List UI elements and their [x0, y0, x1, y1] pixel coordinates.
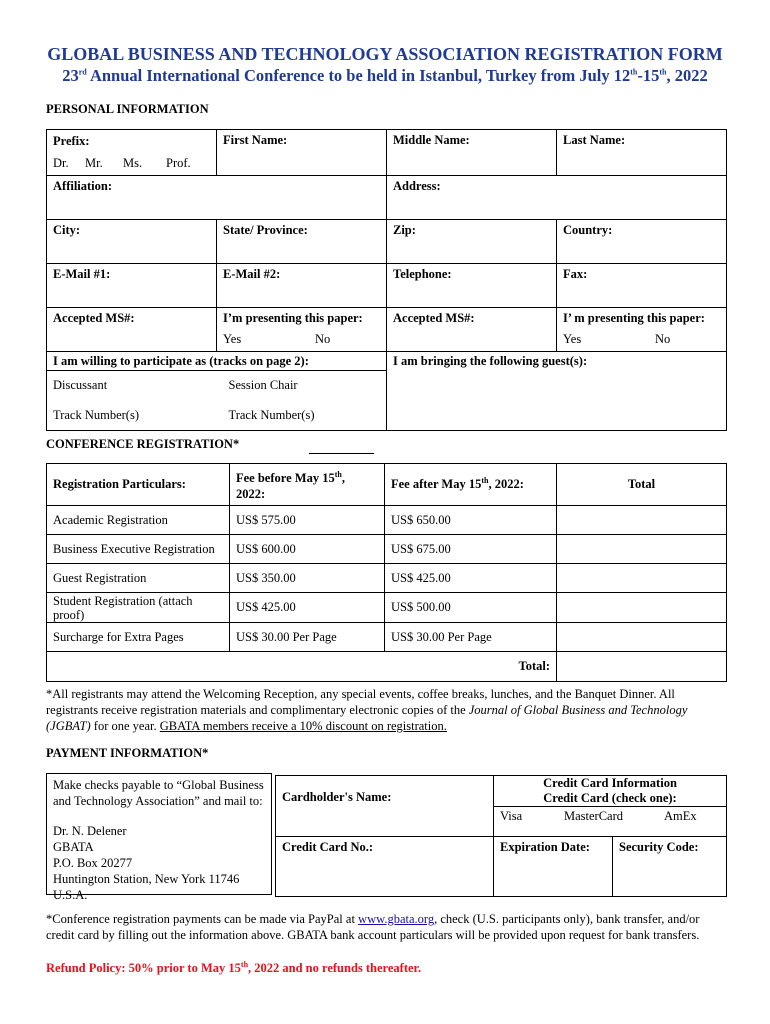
mail-check-box	[46, 773, 272, 902]
presenting-yes-1[interactable]: Yes	[223, 332, 242, 347]
telephone-label: Telephone:	[387, 264, 557, 285]
presenting-no-1[interactable]: No	[315, 332, 331, 347]
guests-label: I am bringing the following guest(s):	[387, 352, 727, 371]
prefix-label: Prefix:	[47, 130, 217, 153]
first-name-field[interactable]: First Name:	[217, 130, 387, 176]
discussant-option[interactable]: Discussant	[47, 371, 217, 401]
registration-table	[46, 463, 727, 682]
registration-note: *All registrants may attend the Welcoming Reception, any special events, coffee breaks, lunches, and the Banquet Dinner. All registrants receive registration materials and complimentary electronic copies of the Journal of Global Business and Technology (JGBAT) for one year. GBATA members receive a 10% discount on registration.	[46, 687, 688, 733]
expiration-input[interactable]	[494, 859, 613, 897]
card-mastercard-option[interactable]: MasterCard	[564, 809, 624, 823]
reg-row-before: US$ 350.00	[230, 564, 385, 593]
reg-row-after: US$ 500.00	[385, 593, 557, 623]
fax-input[interactable]	[557, 285, 727, 308]
card-number-input[interactable]	[276, 859, 494, 897]
cardholder-input[interactable]	[276, 807, 494, 837]
reg-row-after: US$ 30.00 Per Page	[385, 623, 557, 652]
card-type-options[interactable]	[494, 807, 727, 837]
cardholder-label: Cardholder's Name:	[276, 776, 494, 807]
reg-row-name: Guest Registration	[47, 564, 230, 593]
expiration-label: Expiration Date:	[494, 837, 613, 859]
security-code-input[interactable]	[613, 859, 727, 897]
reg-row-total-input[interactable]	[557, 506, 727, 535]
presenting-yes-2[interactable]: Yes	[563, 332, 582, 347]
form-subtitle: 23rd Annual International Conference to be held in Istanbul, Turkey from July 12th-15th, 2022	[62, 66, 708, 85]
state-input[interactable]	[217, 241, 387, 264]
presenting-label-1: I’m presenting this paper:	[217, 308, 387, 329]
personal-info-heading: PERSONAL INFORMATION	[46, 102, 209, 116]
card-visa-option[interactable]: Visa	[500, 809, 523, 823]
city-input[interactable]	[47, 241, 217, 264]
state-label: State/ Province:	[217, 220, 387, 241]
track-number-input-1[interactable]: Track Number(s)	[47, 401, 217, 431]
conference-registration-heading: CONFERENCE REGISTRATION*	[46, 437, 240, 451]
checks-payable-text: Make checks payable to “Global Business and Technology Association” and mail to:	[53, 778, 264, 808]
form-title: GLOBAL BUSINESS AND TECHNOLOGY ASSOCIATION REGISTRATION FORM	[47, 44, 723, 64]
reg-row-after: US$ 675.00	[385, 535, 557, 564]
country-input[interactable]	[557, 241, 727, 264]
willing-label: I am willing to participate as (tracks on page 2):	[47, 352, 387, 371]
particulars-header: Registration Particulars:	[47, 464, 230, 506]
reg-row-name: Surcharge for Extra Pages	[47, 623, 230, 652]
reg-row-before: US$ 425.00	[230, 593, 385, 623]
track-number-input-2[interactable]: Track Number(s)	[217, 401, 387, 431]
payment-note: *Conference registration payments can be made via PayPal at www.gbata.org, check (U.S. participants only), bank transfer, and/or credit card by filling out the information above. GBATA bank account particulars will be provided upon request for bank transfers.	[46, 912, 700, 942]
fee-after-header: Fee after May 15th, 2022:	[385, 464, 557, 506]
security-code-label: Security Code:	[613, 837, 727, 859]
presenting-options-2[interactable]	[557, 329, 727, 352]
accepted-ms-input-1[interactable]	[47, 329, 217, 352]
reg-row-before: US$ 30.00 Per Page	[230, 623, 385, 652]
grand-total-label: Total:	[47, 652, 557, 682]
gbata-link[interactable]: www.gbata.org	[358, 912, 435, 926]
credit-card-table	[275, 775, 727, 897]
prefix-option-prof[interactable]: Prof.	[166, 156, 191, 171]
reg-row-name: Student Registration (attach proof)	[47, 593, 230, 623]
reg-row-total-input[interactable]	[557, 593, 727, 623]
affiliation-input[interactable]	[47, 197, 387, 220]
email2-input[interactable]	[217, 285, 387, 308]
credit-card-header: Credit Card Information Credit Card (check one):	[494, 776, 727, 807]
session-chair-option[interactable]: Session Chair	[217, 371, 387, 401]
prefix-option-ms[interactable]: Ms.	[123, 156, 143, 171]
presenting-label-2: I’ m presenting this paper:	[557, 308, 727, 329]
affiliation-label: Affiliation:	[47, 176, 387, 197]
reg-row-after: US$ 425.00	[385, 564, 557, 593]
address-label: Address:	[387, 176, 727, 197]
prefix-option-dr[interactable]: Dr.	[53, 156, 69, 171]
accepted-ms-input-2[interactable]	[387, 329, 557, 352]
reg-row-before: US$ 600.00	[230, 535, 385, 564]
reg-row-after: US$ 650.00	[385, 506, 557, 535]
card-number-label: Credit Card No.:	[276, 837, 494, 859]
prefix-options[interactable]	[47, 153, 217, 176]
last-name-field[interactable]: Last Name:	[557, 130, 727, 176]
email1-input[interactable]	[47, 285, 217, 308]
middle-name-field[interactable]: Middle Name:	[387, 130, 557, 176]
guests-input[interactable]	[387, 371, 727, 431]
fax-label: Fax:	[557, 264, 727, 285]
heading-underline	[309, 453, 374, 454]
personal-info-table	[46, 129, 727, 431]
refund-policy: Refund Policy: 50% prior to May 15th, 2022 and no refunds thereafter.	[46, 960, 422, 976]
address-input[interactable]	[387, 197, 727, 220]
reg-row-total-input[interactable]	[557, 535, 727, 564]
presenting-options-1[interactable]	[217, 329, 387, 352]
zip-input[interactable]	[387, 241, 557, 264]
prefix-option-mr[interactable]: Mr.	[85, 156, 103, 171]
country-label: Country:	[557, 220, 727, 241]
reg-row-total-input[interactable]	[557, 623, 727, 652]
email2-label: E-Mail #2:	[217, 264, 387, 285]
reg-row-name: Business Executive Registration	[47, 535, 230, 564]
mail-address: Dr. N. Delener GBATA P.O. Box 20277 Huntington Station, New York 11746 U.S.A.	[53, 824, 240, 902]
presenting-no-2[interactable]: No	[655, 332, 671, 347]
email1-label: E-Mail #1:	[47, 264, 217, 285]
payment-info-heading: PAYMENT INFORMATION*	[46, 746, 209, 760]
total-header: Total	[557, 464, 727, 506]
reg-row-before: US$ 575.00	[230, 506, 385, 535]
fee-before-header: Fee before May 15th, 2022:	[230, 464, 385, 506]
grand-total-input[interactable]	[557, 652, 727, 682]
zip-label: Zip:	[387, 220, 557, 241]
card-amex-option[interactable]: AmEx	[664, 809, 697, 823]
reg-row-total-input[interactable]	[557, 564, 727, 593]
accepted-ms-label-1: Accepted MS#:	[47, 308, 217, 329]
reg-row-name: Academic Registration	[47, 506, 230, 535]
accepted-ms-label-2: Accepted MS#:	[387, 308, 557, 329]
city-label: City:	[47, 220, 217, 241]
telephone-input[interactable]	[387, 285, 557, 308]
